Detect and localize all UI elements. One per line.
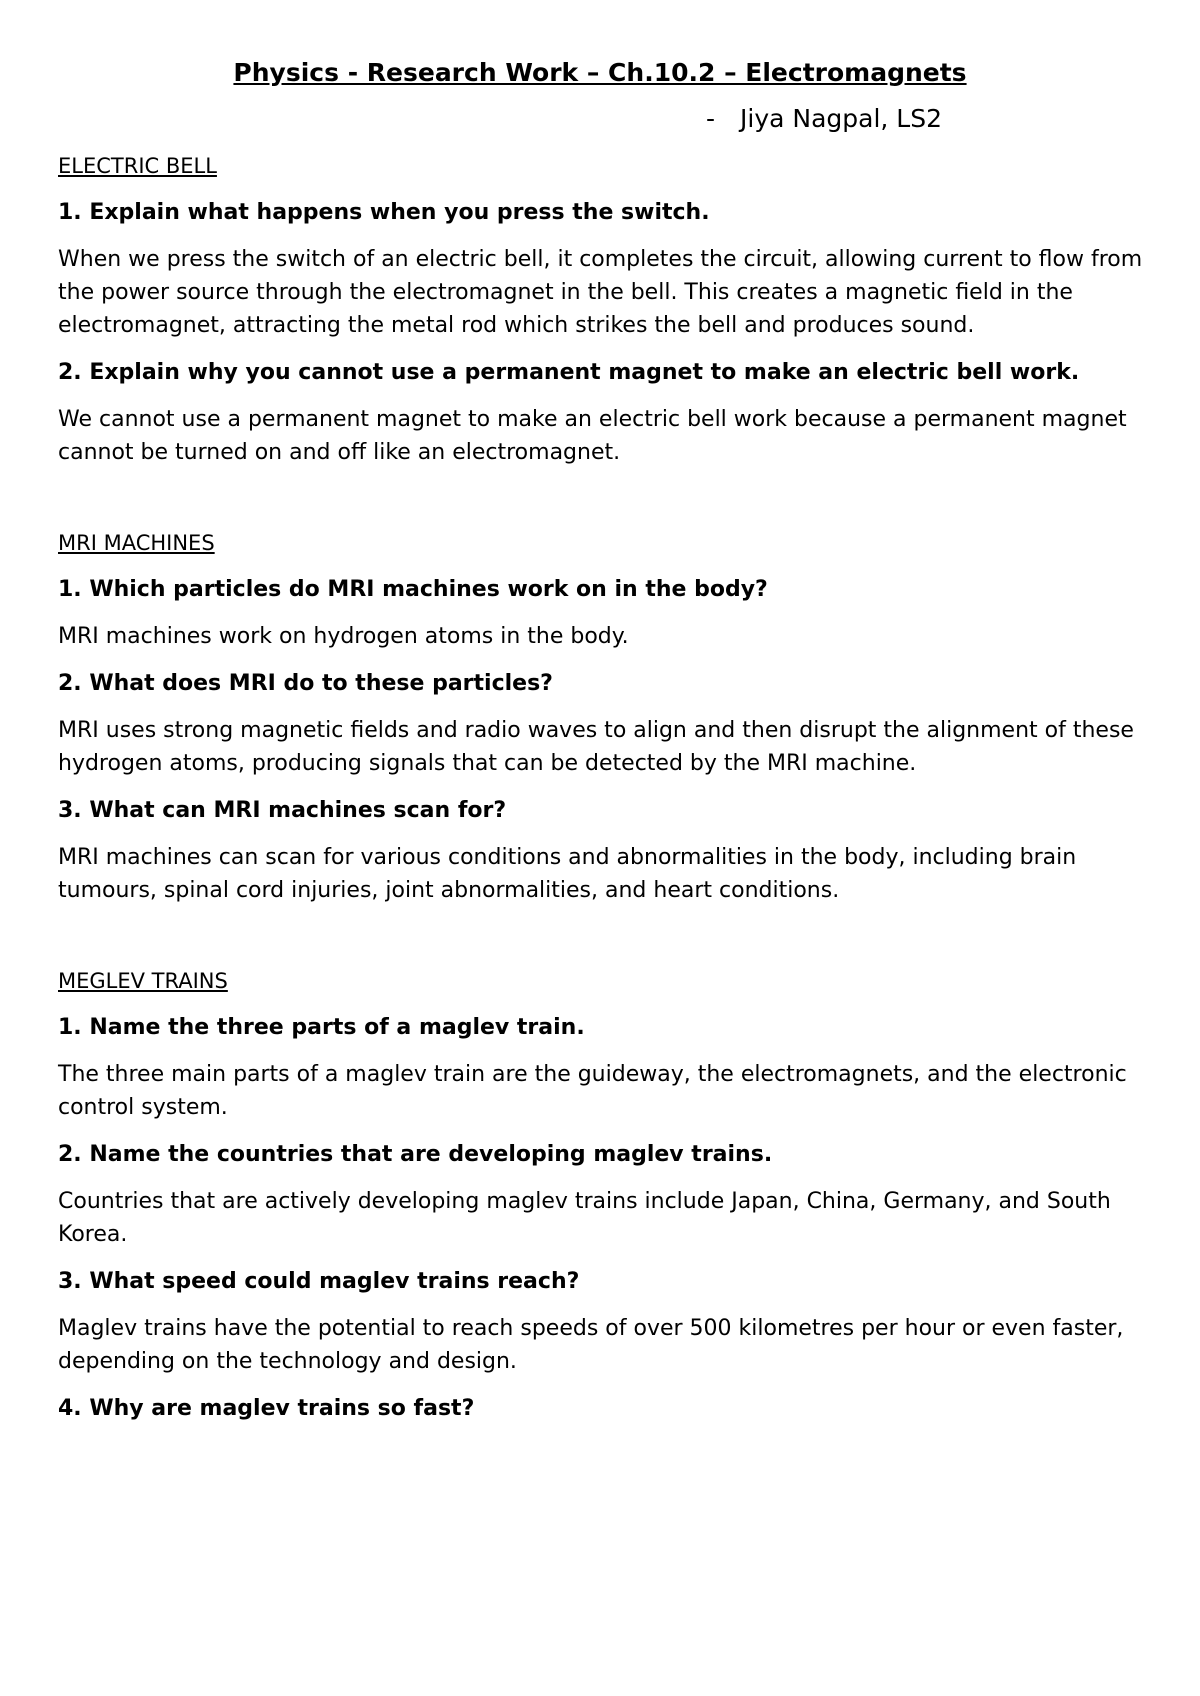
answer: MRI machines can scan for various conditions and abnormalities in the body, including brain tumours, spinal cord injuries, joint abnormalities, and heart conditions. xyxy=(58,845,1077,903)
answer: MRI uses strong magnetic fields and radio waves to align and then disrupt the alignment of these hydrogen atoms, producing signals that can be detected by the MRI machine. xyxy=(58,718,1134,776)
author-line xyxy=(58,102,1152,136)
answer: We cannot use a permanent magnet to make an electric bell work because a permanent magnet cannot be turned on and off like an electromagnet. xyxy=(58,407,1127,465)
answer: When we press the switch of an electric bell, it completes the circuit, allowing current to flow from the power source through the electromagnet in the bell. This creates a magnetic field in the electromagnet, attracting the metal rod which strikes the bell and produces sound. xyxy=(58,247,1143,338)
question: 2. What does MRI do to these particles? xyxy=(58,671,553,696)
author-name: Jiya Nagpal, LS2 xyxy=(740,104,943,133)
question: 2. Name the countries that are developing maglev trains. xyxy=(58,1142,773,1167)
answer: MRI machines work on hydrogen atoms in the body. xyxy=(58,624,629,649)
question: 1. Name the three parts of a maglev train. xyxy=(58,1015,585,1040)
question: 3. What speed could maglev trains reach? xyxy=(58,1269,580,1294)
answer: Maglev trains have the potential to reach speeds of over 500 kilometres per hour or even faster, depending on the technology and design. xyxy=(58,1316,1124,1374)
document-title: Physics - Research Work – Ch.10.2 – Electromagnets xyxy=(233,58,967,87)
section-heading-electric-bell: ELECTRIC BELL xyxy=(58,154,217,178)
answer: Countries that are actively developing maglev trains include Japan, China, Germany, and South Korea. xyxy=(58,1189,1111,1247)
author-dash: - xyxy=(706,104,716,133)
section-heading-mri-machines: MRI MACHINES xyxy=(58,531,215,555)
question: 3. What can MRI machines scan for? xyxy=(58,798,507,823)
question: 1. Explain what happens when you press the switch. xyxy=(58,200,710,225)
section-heading-maglev-trains: MEGLEV TRAINS xyxy=(58,969,228,993)
question: 1. Which particles do MRI machines work on in the body? xyxy=(58,577,768,602)
answer: The three main parts of a maglev train are the guideway, the electromagnets, and the electronic control system. xyxy=(58,1062,1127,1120)
question: 2. Explain why you cannot use a permanent magnet to make an electric bell work. xyxy=(58,360,1080,385)
question: 4. Why are maglev trains so fast? xyxy=(58,1396,475,1421)
